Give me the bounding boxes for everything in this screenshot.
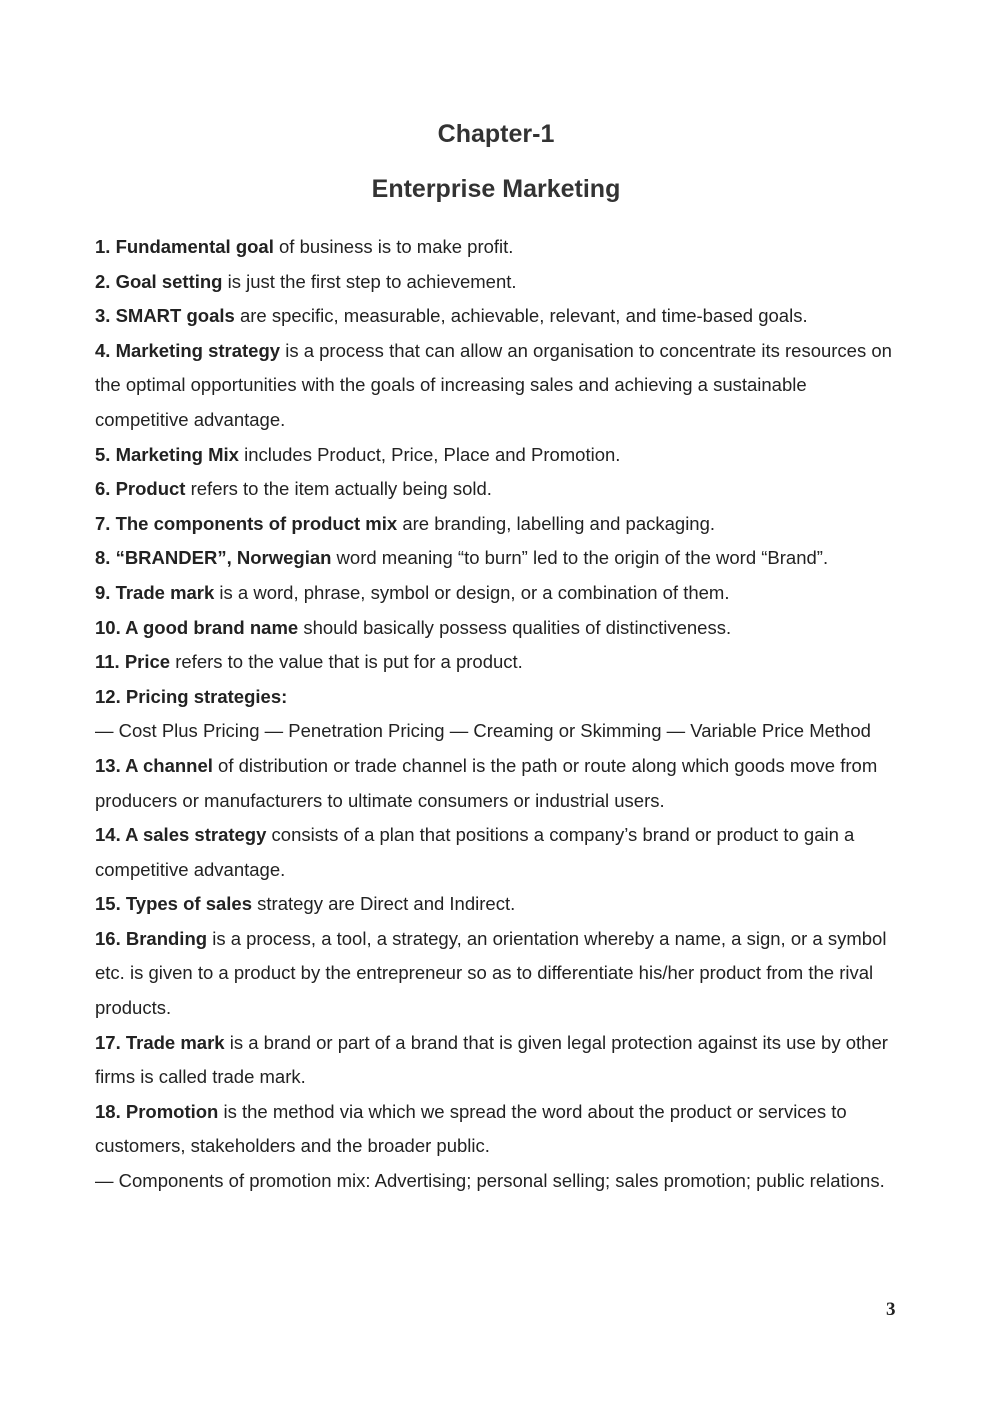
- item-text: is a process, a tool, a strategy, an orientation whereby a name, a sign, or a symbol etc. is given to a product by the entrepreneur so as to differentiate his/her product from the rival products.: [95, 927, 887, 1019]
- item-term: 16. Branding: [95, 927, 208, 949]
- item-term: 11. Price: [95, 651, 171, 673]
- item-text: are branding, labelling and packaging.: [397, 512, 716, 534]
- item-text: is a brand or part of a brand that is given legal protection against its use by other firms is called trade mark.: [95, 1031, 888, 1088]
- item-term: 13. A channel: [95, 754, 213, 776]
- item-term: 1. Fundamental goal: [95, 236, 274, 257]
- item-text: word meaning “to burn” led to the origin of the word “Brand”.: [331, 547, 829, 569]
- item-term: 3. SMART goals: [95, 305, 235, 327]
- list-item: [95, 887, 903, 922]
- chapter-heading: Chapter-1: [437, 120, 555, 148]
- item-term: 10. A good brand name: [95, 616, 299, 638]
- list-item: [95, 749, 903, 818]
- list-item: [95, 472, 903, 507]
- item-text: of distribution or trade channel is the path or route along which goods move from producers or manufacturers to ultimate consumers or industrial users.: [95, 754, 878, 811]
- list-item: [95, 576, 903, 611]
- item-text: is the method via which we spread the word about the product or services to customers, stakeholders and the broader public.: [95, 1100, 847, 1157]
- item-text: is a word, phrase, symbol or design, or a combination of them.: [214, 581, 730, 603]
- item-text: refers to the value that is put for a product.: [170, 651, 523, 673]
- item-term: 6. Product: [95, 478, 186, 500]
- list-item: [95, 1095, 903, 1164]
- list-item: [95, 680, 903, 715]
- item-text: strategy are Direct and Indirect.: [252, 893, 516, 915]
- item-term: 17. Trade mark: [95, 1031, 225, 1053]
- list-item: [95, 818, 903, 887]
- item-text: is a process that can allow an organisation to concentrate its resources on the optimal opportunities with the goals of increasing sales and achieving a sustainable competitive advantage.: [95, 339, 892, 430]
- document-body: [95, 230, 903, 1199]
- item-text: refers to the item actually being sold.: [185, 478, 492, 500]
- list-item: [95, 541, 903, 576]
- list-item: [95, 507, 903, 542]
- list-item: [95, 299, 903, 334]
- item-term: 18. Promotion: [95, 1100, 219, 1122]
- list-item: [95, 265, 903, 300]
- item-text: of business is to make profit.: [273, 236, 514, 257]
- list-item: [95, 334, 903, 438]
- item-term: 9. Trade mark: [95, 581, 215, 603]
- item-term: 4. Marketing strategy: [95, 339, 281, 361]
- item-text: is just the first step to achievement.: [222, 270, 517, 292]
- item-term: 12. Pricing strategies:: [95, 685, 288, 707]
- list-item: [95, 611, 903, 646]
- list-item: [95, 438, 903, 473]
- item-term: 14. A sales strategy: [95, 824, 267, 846]
- page-title: Enterprise Marketing: [371, 175, 621, 203]
- item-text: consists of a plan that positions a company’s brand or product to gain a competitive advantage.: [95, 824, 855, 880]
- item-term: 5. Marketing Mix: [95, 443, 239, 465]
- item-text: — Cost Plus Pricing — Penetration Pricing — Creaming or Skimming — Variable Price Method: [95, 720, 871, 742]
- item-text: includes Product, Price, Place and Promotion.: [238, 443, 621, 465]
- item-term: 15. Types of sales: [95, 893, 252, 915]
- item-text: should basically possess qualities of distinctiveness.: [298, 616, 732, 638]
- item-text: are specific, measurable, achievable, relevant, and time-based goals.: [234, 305, 808, 327]
- page-number: 3: [886, 1299, 896, 1320]
- list-item: [95, 922, 903, 1026]
- list-item: [95, 1026, 903, 1095]
- list-item: [95, 714, 903, 749]
- item-term: 8. “BRANDER”, Norwegian: [95, 547, 332, 569]
- item-term: 7. The components of product mix: [95, 512, 398, 534]
- list-item: [95, 645, 903, 680]
- list-item: [95, 1164, 903, 1199]
- item-text: — Components of promotion mix: Advertising; personal selling; sales promotion; public relations.: [95, 1170, 885, 1192]
- item-term: 2. Goal setting: [95, 270, 223, 292]
- list-item: [95, 230, 903, 265]
